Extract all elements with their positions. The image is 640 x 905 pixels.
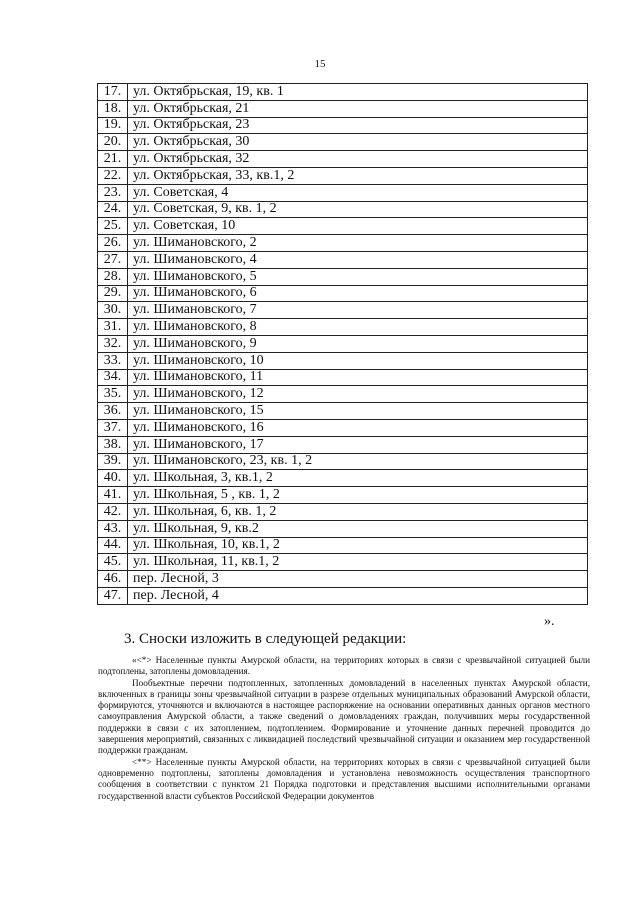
- table-row: [98, 134, 588, 151]
- address-table-body: [98, 84, 588, 605]
- footnote-double-asterisk: <**> Населенные пункты Амурской области, на территориях которых в связи с чрезвычайной ситуацией были одновременно подтоплены, затоплены домовладения и установлена невозможность осуществления транспортного сообщения в соответствии с пунктом 21 Порядка подготовки и представления высшими исполнительными органами государственной власти субъектов Российской Федерации документов: [98, 756, 590, 801]
- row-address: ул. Шимановского, 23, кв. 1, 2: [128, 453, 588, 470]
- table-row: [98, 285, 588, 302]
- page-number: 15: [314, 58, 326, 70]
- row-number: 32.: [98, 335, 128, 352]
- row-address: ул. Шимановского, 9: [128, 335, 588, 352]
- table-row: [98, 537, 588, 554]
- table-row: [98, 302, 588, 319]
- row-number: 46.: [98, 571, 128, 588]
- row-address: ул. Школьная, 9, кв.2: [128, 520, 588, 537]
- row-number: 37.: [98, 419, 128, 436]
- table-row: [98, 117, 588, 134]
- row-address: ул. Школьная, 6, кв. 1, 2: [128, 503, 588, 520]
- row-number: 38.: [98, 436, 128, 453]
- address-table: [97, 83, 588, 605]
- row-number: 29.: [98, 285, 128, 302]
- row-number: 40.: [98, 470, 128, 487]
- row-number: 22.: [98, 167, 128, 184]
- table-row: [98, 319, 588, 336]
- table-row: [98, 503, 588, 520]
- table-row: [98, 571, 588, 588]
- row-address: ул. Советская, 9, кв. 1, 2: [128, 201, 588, 218]
- table-row: [98, 268, 588, 285]
- table-row: [98, 587, 588, 604]
- table-row: [98, 487, 588, 504]
- row-address: ул. Октябрьская, 21: [128, 100, 588, 117]
- row-address: пер. Лесной, 3: [128, 571, 588, 588]
- row-number: 35.: [98, 386, 128, 403]
- table-row: [98, 201, 588, 218]
- section-heading: 3. Сноски изложить в следующей редакции:: [124, 631, 407, 647]
- table-row: [98, 386, 588, 403]
- table-row: [98, 100, 588, 117]
- row-number: 47.: [98, 587, 128, 604]
- row-number: 21.: [98, 151, 128, 168]
- footnote-single-asterisk: «<*> Населенные пункты Амурской области, на территориях которых в связи с чрезвычайной ситуацией были подтоплены, затоплены домовладения.: [98, 655, 590, 677]
- row-number: 23.: [98, 184, 128, 201]
- table-row: [98, 419, 588, 436]
- table-row: [98, 352, 588, 369]
- row-address: ул. Школьная, 3, кв.1, 2: [128, 470, 588, 487]
- row-address: ул. Шимановского, 10: [128, 352, 588, 369]
- row-number: 25.: [98, 218, 128, 235]
- row-number: 18.: [98, 100, 128, 117]
- row-number: 30.: [98, 302, 128, 319]
- row-address: ул. Шимановского, 6: [128, 285, 588, 302]
- row-address: ул. Школьная, 5 , кв. 1, 2: [128, 487, 588, 504]
- table-row: [98, 369, 588, 386]
- row-address: ул. Школьная, 11, кв.1, 2: [128, 554, 588, 571]
- row-number: 41.: [98, 487, 128, 504]
- table-row: [98, 184, 588, 201]
- row-number: 17.: [98, 84, 128, 101]
- row-address: пер. Лесной, 4: [128, 587, 588, 604]
- table-row: [98, 453, 588, 470]
- row-number: 43.: [98, 520, 128, 537]
- table-row: [98, 335, 588, 352]
- row-address: ул. Школьная, 10, кв.1, 2: [128, 537, 588, 554]
- footnote-explanation: Пообъектные перечни подтопленных, затопленных домовладений в населенных пунктах Амурской области, включенных в границы зоны чрезвычайной ситуации в разрезе отдельных муниципальных образований Амурской области, формируются, уточняются и включаются в настоящее распоряжение на основании оперативных данных органов местного самоуправления Амурской области, а также сведений о домовладениях граждан, получивших меры государственной поддержки в связи с их затоплением, подтоплением. Формирование и уточнение данных перечней проводится до завершения мероприятий, связанных с ликвидацией последствий чрезвычайной ситуации и оказанием мер государственной поддержки гражданам.: [98, 677, 590, 756]
- table-row: [98, 84, 588, 101]
- row-number: 39.: [98, 453, 128, 470]
- row-address: ул. Шимановского, 12: [128, 386, 588, 403]
- row-address: ул. Октябрьская, 19, кв. 1: [128, 84, 588, 101]
- closing-quote: ».: [544, 614, 555, 629]
- row-number: 19.: [98, 117, 128, 134]
- row-address: ул. Шимановского, 2: [128, 235, 588, 252]
- row-address: ул. Шимановского, 16: [128, 419, 588, 436]
- table-row: [98, 470, 588, 487]
- table-row: [98, 151, 588, 168]
- row-number: 27.: [98, 251, 128, 268]
- table-row: [98, 235, 588, 252]
- row-address: ул. Шимановского, 7: [128, 302, 588, 319]
- row-address: ул. Шимановского, 11: [128, 369, 588, 386]
- row-address: ул. Октябрьская, 23: [128, 117, 588, 134]
- row-address: ул. Шимановского, 5: [128, 268, 588, 285]
- row-address: ул. Шимановского, 4: [128, 251, 588, 268]
- row-address: ул. Шимановского, 17: [128, 436, 588, 453]
- footnotes-block: [98, 655, 590, 802]
- row-number: 45.: [98, 554, 128, 571]
- row-address: ул. Шимановского, 15: [128, 403, 588, 420]
- table-row: [98, 554, 588, 571]
- table-row: [98, 218, 588, 235]
- row-number: 31.: [98, 319, 128, 336]
- row-number: 36.: [98, 403, 128, 420]
- table-row: [98, 403, 588, 420]
- row-address: ул. Октябрьская, 32: [128, 151, 588, 168]
- row-address: ул. Советская, 4: [128, 184, 588, 201]
- table-row: [98, 251, 588, 268]
- table-row: [98, 436, 588, 453]
- row-number: 34.: [98, 369, 128, 386]
- row-address: ул. Октябрьская, 33, кв.1, 2: [128, 167, 588, 184]
- row-number: 26.: [98, 235, 128, 252]
- row-number: 33.: [98, 352, 128, 369]
- row-address: ул. Октябрьская, 30: [128, 134, 588, 151]
- row-address: ул. Шимановского, 8: [128, 319, 588, 336]
- row-number: 28.: [98, 268, 128, 285]
- row-number: 20.: [98, 134, 128, 151]
- table-row: [98, 520, 588, 537]
- row-number: 42.: [98, 503, 128, 520]
- row-number: 44.: [98, 537, 128, 554]
- row-number: 24.: [98, 201, 128, 218]
- row-address: ул. Советская, 10: [128, 218, 588, 235]
- table-row: [98, 167, 588, 184]
